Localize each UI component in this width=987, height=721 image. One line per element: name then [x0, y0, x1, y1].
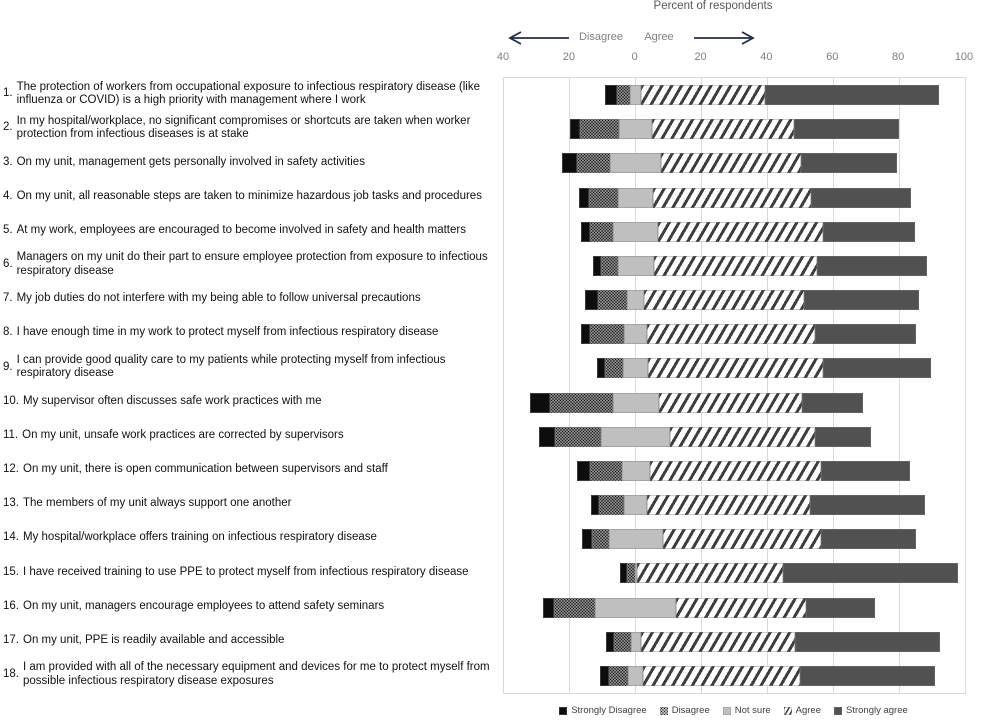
bar-segment-strongly-disagree	[605, 85, 617, 105]
bar-row	[504, 256, 965, 276]
bar-segment-agree	[641, 85, 764, 105]
bar-row	[504, 188, 965, 208]
legend-marker-strongly-disagree	[559, 707, 567, 715]
bar-segment-disagree	[601, 256, 617, 276]
statement-item	[3, 282, 500, 316]
legend-marker-agree	[784, 707, 792, 715]
bar-row	[504, 461, 965, 481]
bar-segment-not-sure	[624, 495, 647, 515]
bar-segment-disagree	[592, 529, 608, 549]
statement-text: In my hospital/workplace, no significant compromises or shortcuts are taken when worker protection from infectious diseases is at stake	[16, 114, 471, 141]
bar-segment-agree	[654, 256, 817, 276]
bar-segment-strongly-disagree	[597, 358, 605, 378]
legend-item	[660, 705, 710, 716]
bar-segment-agree	[647, 495, 810, 515]
bar-segment-disagree	[599, 495, 624, 515]
bar-segment-strongly-agree	[817, 256, 927, 276]
bar-row	[504, 358, 965, 378]
bar-segment-agree	[641, 632, 796, 652]
bar-segment-not-sure	[619, 119, 652, 139]
axis-tick-label: 60	[826, 51, 839, 63]
bar-segment-disagree	[590, 222, 613, 242]
statement-text: On my unit, there is open communication between supervisors and staff	[23, 463, 388, 476]
bar-segment-strongly-agree	[815, 324, 915, 344]
bar-row	[504, 290, 965, 310]
bar-segment-strongly-agree	[794, 119, 899, 139]
bar-segment-strongly-disagree	[562, 153, 577, 173]
bar-segment-strongly-agree	[823, 222, 915, 242]
bar-segment-disagree	[555, 427, 601, 447]
statement-number: 6.	[3, 258, 13, 271]
statement-number: 18.	[3, 668, 19, 681]
bar-segment-disagree	[609, 666, 629, 686]
bar-segment-not-sure	[609, 529, 663, 549]
statement-number: 2.	[3, 121, 13, 134]
statement-number: 3.	[3, 155, 13, 168]
bar-row	[504, 324, 965, 344]
disagree-arrow-icon	[505, 30, 573, 46]
statement-text: I can provide good quality care to my patients while protecting myself from infectious respiratory disease	[16, 353, 446, 380]
bar-segment-disagree	[598, 290, 628, 310]
statement-text: The protection of workers from occupational exposure to infectious respiratory disease (like influenza or COVID) is a high priority with management where I work	[16, 80, 481, 107]
bar-segment-strongly-agree	[783, 563, 958, 583]
bar-segment-strongly-agree	[806, 598, 875, 618]
bar-segment-strongly-agree	[801, 153, 896, 173]
bar-segment-strongly-disagree	[620, 563, 627, 583]
agree-arrow-icon	[690, 30, 758, 46]
bar-segment-agree	[670, 427, 815, 447]
bar-segment-not-sure	[601, 427, 670, 447]
statement-text: On my unit, all reasonable steps are taken to minimize hazardous job tasks and procedures	[16, 189, 482, 202]
statement-text: The members of my unit always support one another	[23, 497, 292, 510]
bar-segment-agree	[647, 324, 815, 344]
statement-number: 10.	[3, 394, 19, 407]
statement-number: 5.	[3, 223, 13, 236]
bar-row	[504, 85, 965, 105]
axis-tick-label: 40	[760, 51, 773, 63]
statement-text: On my unit, managers encourage employees to attend safety seminars	[23, 599, 385, 612]
bar-segment-strongly-disagree	[591, 495, 599, 515]
statement-text: On my unit, PPE is readily available and accessible	[23, 633, 285, 646]
statement-item	[3, 590, 500, 624]
statement-item	[3, 77, 500, 111]
statement-item	[3, 487, 500, 521]
agree-axis-label: Agree	[644, 31, 674, 43]
axis-tick-label: 20	[694, 51, 707, 63]
statement-item	[3, 350, 500, 384]
bar-segment-strongly-agree	[804, 290, 919, 310]
bar-segment-not-sure	[613, 222, 657, 242]
bar-segment-strongly-disagree	[543, 598, 555, 618]
bar-segment-strongly-disagree	[581, 324, 589, 344]
bar-segment-strongly-agree	[765, 85, 940, 105]
statement-text: I have enough time in my work to protect myself from infectious respiratory disease	[16, 326, 439, 339]
statement-text: I have received training to use PPE to protect myself from infectious respiratory disease	[23, 565, 469, 578]
bar-segment-not-sure	[618, 256, 654, 276]
axis-tick-label: 100	[954, 51, 974, 63]
bar-segment-disagree	[554, 598, 595, 618]
bar-segment-disagree	[580, 119, 620, 139]
bar-segment-not-sure	[610, 153, 661, 173]
legend-marker-disagree	[660, 707, 668, 715]
statement-number: 16.	[3, 599, 19, 612]
legend-label: Strongly Disagree	[571, 705, 647, 716]
legend-item	[723, 705, 771, 716]
bar-segment-disagree	[590, 324, 625, 344]
bar-segment-not-sure	[622, 461, 650, 481]
statement-number: 9.	[3, 360, 13, 373]
statement-item	[3, 521, 500, 555]
statement-text: At my work, employees are encouraged to become involved in safety and health matters	[16, 223, 466, 236]
bar-segment-agree	[676, 598, 806, 618]
legend-label: Strongly agree	[846, 705, 908, 716]
legend-label: Disagree	[671, 705, 710, 716]
bar-segment-disagree	[577, 153, 610, 173]
bar-segment-strongly-agree	[810, 495, 925, 515]
legend-item	[834, 705, 908, 716]
bar-segment-agree	[648, 358, 823, 378]
legend-item	[559, 705, 647, 716]
bar-segment-not-sure	[595, 598, 676, 618]
statement-text: On my unit, management gets personally involved in safety activities	[16, 155, 365, 168]
bar-segment-not-sure	[624, 324, 647, 344]
statement-number: 17.	[3, 633, 19, 646]
bar-segment-disagree	[627, 563, 635, 583]
bar-segment-strongly-disagree	[539, 427, 555, 447]
statement-number: 7.	[3, 292, 13, 305]
statement-number: 4.	[3, 189, 13, 202]
bar-segment-disagree	[605, 358, 623, 378]
bar-row	[504, 666, 965, 686]
statement-number: 14.	[3, 531, 19, 544]
bar-segment-strongly-disagree	[606, 632, 614, 652]
bar-row	[504, 153, 965, 173]
bar-segment-strongly-disagree	[570, 119, 580, 139]
bar-segment-strongly-disagree	[600, 666, 608, 686]
bar-segment-strongly-agree	[800, 666, 935, 686]
bar-segment-strongly-disagree	[530, 393, 550, 413]
statement-item	[3, 385, 500, 419]
bar-segment-strongly-disagree	[581, 222, 591, 242]
bar-segment-not-sure	[631, 632, 641, 652]
axis-tick-label: 20	[562, 51, 575, 63]
statement-text: My hospital/workplace offers training on infectious respiratory disease	[23, 531, 377, 544]
bar-segment-agree	[644, 290, 804, 310]
statement-item	[3, 555, 500, 589]
legend-marker-not-sure	[723, 707, 731, 715]
statement-item	[3, 316, 500, 350]
statement-item	[3, 453, 500, 487]
bar-segment-not-sure	[618, 188, 653, 208]
bar-segment-agree	[658, 222, 823, 242]
bar-row	[504, 563, 965, 583]
bar-segment-disagree	[590, 461, 621, 481]
bar-segment-agree	[637, 563, 784, 583]
bar-row	[504, 632, 965, 652]
axis-tick-label: 0	[631, 51, 638, 63]
bar-segment-disagree	[617, 85, 630, 105]
statement-number: 15.	[3, 565, 19, 578]
bar-row	[504, 119, 965, 139]
legend	[503, 705, 964, 716]
statement-number: 8.	[3, 326, 13, 339]
bar-segment-agree	[661, 153, 801, 173]
bar-segment-strongly-disagree	[582, 529, 592, 549]
axis-tick-label: 40	[496, 51, 510, 63]
statement-text: Managers on my unit do their part to ensure employee protection from exposure to infectious respiratory disease	[16, 251, 488, 277]
statement-item	[3, 180, 500, 214]
statement-number: 1.	[3, 87, 13, 100]
bar-segment-strongly-agree	[795, 632, 940, 652]
chart-title: Percent of respondents	[653, 0, 773, 12]
bar-segment-not-sure	[623, 358, 648, 378]
bar-segment-agree	[659, 393, 802, 413]
bar-segment-not-sure	[627, 290, 643, 310]
bar-segment-disagree	[550, 393, 613, 413]
bar-row	[504, 427, 965, 447]
bar-segment-agree	[653, 188, 811, 208]
bar-segment-not-sure	[628, 666, 643, 686]
axis-tick-label: 80	[892, 51, 905, 63]
bar-segment-agree	[652, 119, 794, 139]
bar-segment-strongly-disagree	[593, 256, 601, 276]
bar-row	[504, 598, 965, 618]
statement-number: 13.	[3, 497, 19, 510]
bar-segment-strongly-agree	[811, 188, 911, 208]
statement-text: On my unit, unsafe work practices are corrected by supervisors	[22, 428, 344, 441]
statement-text: My job duties do not interfere with my being able to follow universal precautions	[16, 292, 421, 305]
bar-segment-not-sure	[630, 85, 642, 105]
bar-segment-strongly-agree	[823, 358, 932, 378]
statement-text: I am provided with all of the necessary equipment and devices for me to protect myself from possible infectious respiratory disease exposures	[23, 661, 490, 687]
statement-item	[3, 624, 500, 658]
bar-segment-agree	[663, 529, 821, 549]
legend-marker-strongly-agree	[834, 707, 842, 715]
legend-label: Agree	[795, 705, 821, 716]
legend-label: Not sure	[734, 705, 771, 716]
bar-row	[504, 393, 965, 413]
bar-segment-not-sure	[613, 393, 659, 413]
statement-item	[3, 145, 500, 179]
bar-segment-disagree	[589, 188, 619, 208]
disagree-axis-label: Disagree	[578, 31, 624, 43]
bar-segment-strongly-agree	[821, 461, 910, 481]
statement-item	[3, 419, 500, 453]
bar-segment-agree	[643, 666, 799, 686]
statement-item	[3, 214, 500, 248]
bar-segment-strongly-agree	[802, 393, 863, 413]
bar-segment-agree	[650, 461, 821, 481]
bar-segment-strongly-disagree	[579, 188, 589, 208]
bar-segment-disagree	[614, 632, 630, 652]
bar-segment-strongly-disagree	[577, 461, 590, 481]
statement-item	[3, 248, 500, 282]
legend-item	[784, 705, 821, 716]
statement-item	[3, 658, 500, 692]
statement-number: 12.	[3, 463, 19, 476]
bar-segment-strongly-disagree	[585, 290, 598, 310]
bar-segment-strongly-agree	[821, 529, 916, 549]
bar-row	[504, 529, 965, 549]
plot-area	[503, 77, 966, 694]
statement-item	[3, 111, 500, 145]
bar-row	[504, 495, 965, 515]
bar-row	[504, 222, 965, 242]
statement-text: My supervisor often discusses safe work practices with me	[23, 394, 322, 407]
statement-number: 11.	[3, 428, 19, 441]
bar-segment-strongly-agree	[815, 427, 871, 447]
